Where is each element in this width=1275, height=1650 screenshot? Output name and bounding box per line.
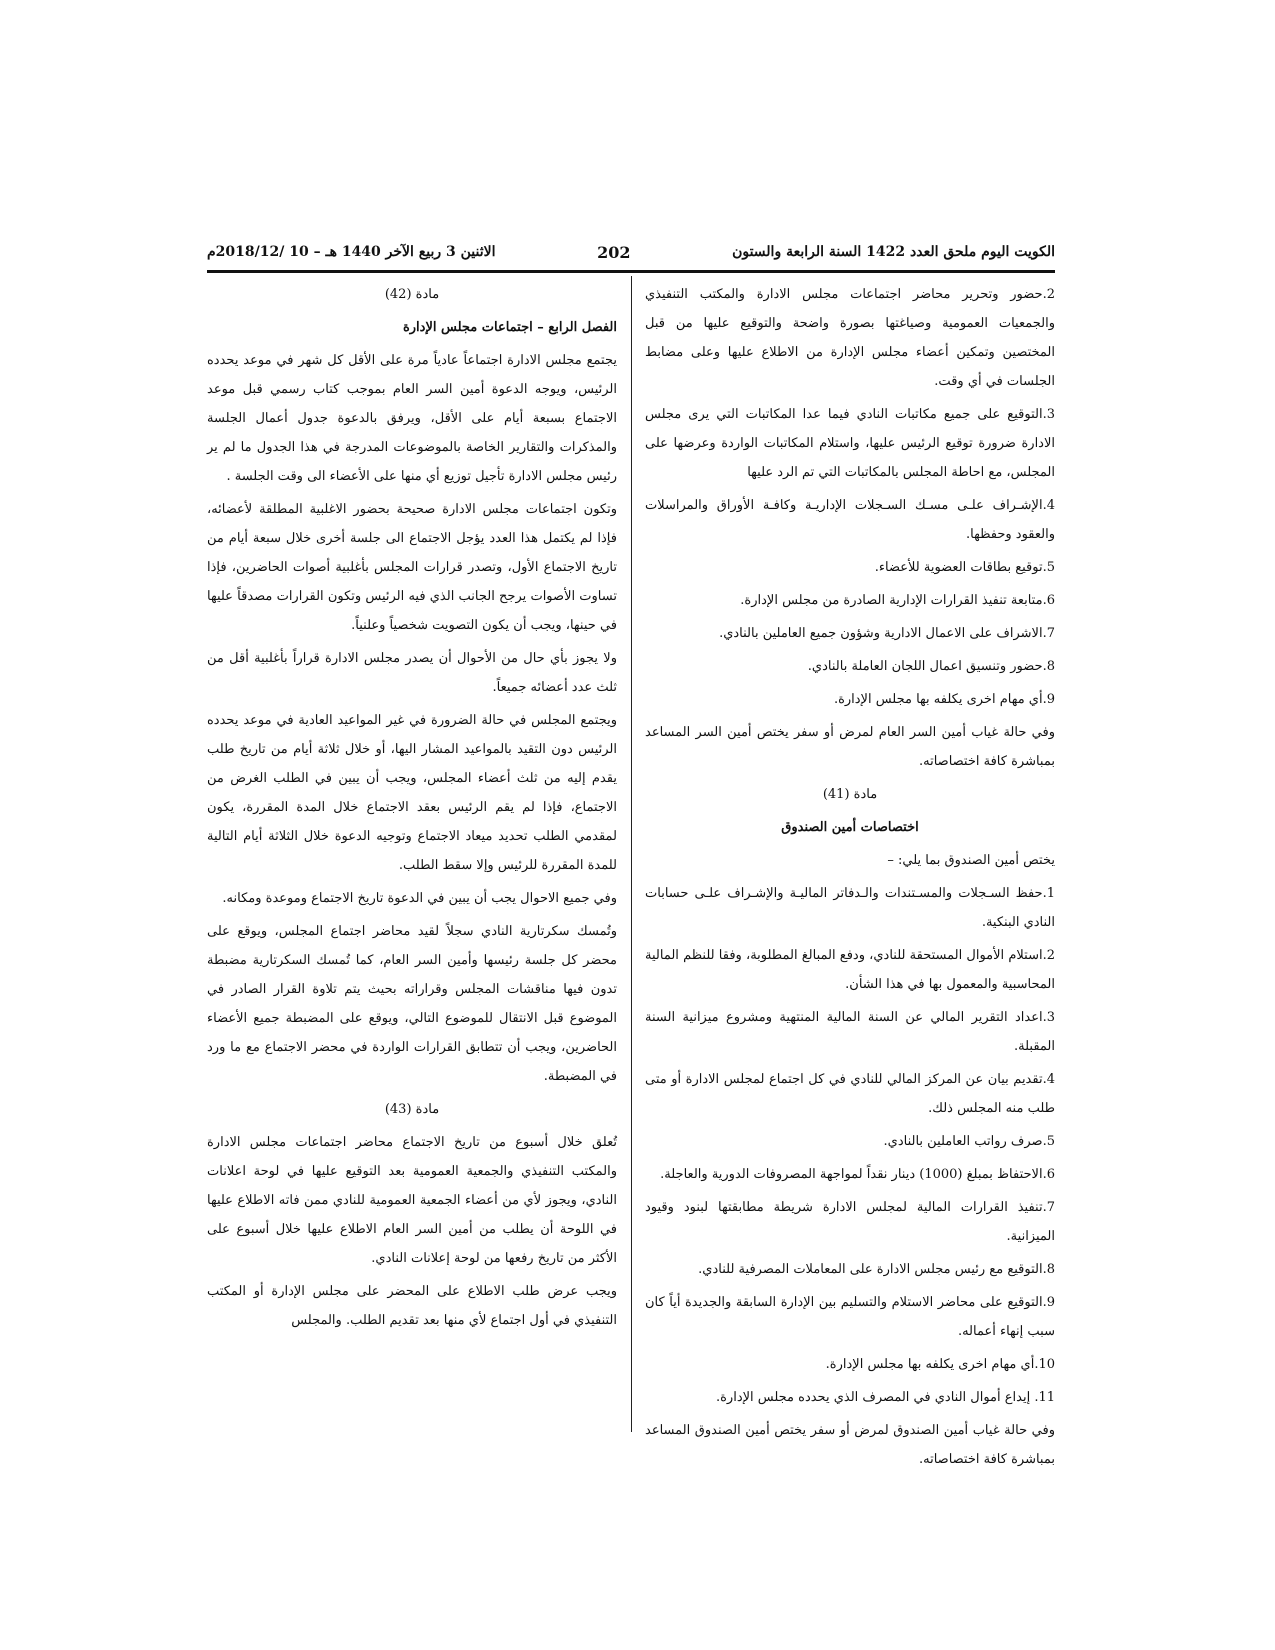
paragraph: 9.التوقيع على محاضر الاستلام والتسليم بين الإدارة السابقة والجديدة أياً كان سبب إنهاء أعماله. [645, 1295, 1055, 1339]
paragraph: وفي حالة غياب أمين السر العام لمرض أو سفر يختص أمين السر المساعد بمباشرة كافة اختصاصاته. [645, 725, 1055, 769]
paragraph: 3.التوقيع على جميع مكاتبات النادي فيما عدا المكاتبات التي يرى مجلس الادارة ضرورة توقيع الرئيس عليها، واستلام المكاتبات الواردة وعرضها على المجلس، مع احاطة المجلس بالمكاتبات التي تم الرد عليها [645, 407, 1055, 480]
paragraph: ويجتمع المجلس في حالة الضرورة في غير المواعيد العادية في موعد يحدده الرئيس دون التقيد بالمواعيد المشار اليها، أو خلال ثلاثة أيام من تاريخ طلب يقدم إليه من ثلث أعضاء المجلس، ويجب أن يبين في الطلب الغرض من الاجتماع، فإذا لم يقم الرئيس بعقد الاجتماع خلال المدة المقررة، يكون لمقدمي الطلب تحديد ميعاد الاجتماع وتوجيه الدعوة خلال الثلاثة أيام التالية للمدة المقررة للرئيس وإلا سقط الطلب. [207, 713, 617, 873]
header-date: الاثنين 3 ربيع الآخر 1440 هـ – 10 /2018/12م [207, 244, 496, 260]
paragraph: 6.الاحتفاظ بمبلغ (1000) دينار نقداً لمواجهة المصروفات الدورية والعاجلة. [660, 1167, 1055, 1182]
paragraph: يختص أمين الصندوق بما يلي: – [887, 853, 1055, 868]
paragraph: 11. إيداع أموال النادي في المصرف الذي يحدده مجلس الإدارة. [715, 1390, 1055, 1405]
paragraph: 3.اعداد التقرير المالي عن السنة المالية المنتهية ومشروع ميزانية السنة المقبلة. [645, 1010, 1055, 1054]
paragraph: 7.تنفيذ القرارات المالية لمجلس الادارة شريطة مطابقتها لبنود وقيود الميزانية. [645, 1200, 1055, 1244]
paragraph: الفصل الرابع – اجتماعات مجلس الإدارة [402, 320, 617, 335]
paragraph: وتُمسك سكرتارية النادي سجلاً لقيد محاضر اجتماع المجلس، ويوقع على محضر كل جلسة رئيسها وأمين السر العام، كما تُمسك السكرتارية مضبطة تدون فيها مناقشات المجلس وقراراته بحيث يتم تلاوة القرار الصادر في الموضوع قبل الانتقال للموضوع التالي، ويوقع على المضبطة جميع الأعضاء الحاضرين، ويجب أن تتطابق القرارات الواردة في محضر الاجتماع مع ما ورد في المضبطة. [207, 924, 617, 1084]
paragraph: 8.حضور وتنسيق اعمال اللجان العاملة بالنادي. [807, 659, 1055, 674]
header-rule [207, 270, 1055, 273]
page-header [207, 238, 1055, 266]
paragraph: 4.تقديم بيان عن المركز المالي للنادي في كل اجتماع لمجلس الادارة أو متى طلب منه المجلس ذلك. [645, 1072, 1055, 1116]
right-column [645, 280, 1055, 1478]
paragraph: 6.متابعة تنفيذ القرارات الإدارية الصادرة من مجلس الإدارة. [740, 593, 1055, 608]
left-column [207, 280, 617, 1339]
article-heading: مادة (41) [822, 787, 878, 802]
paragraph: تُعلق خلال أسبوع من تاريخ الاجتماع محاضر اجتماعات مجلس الادارة والمكتب التنفيذي والجمعية العمومية بعد التوقيع عليها في لوحة اعلانات النادي، ويجوز لأي من أعضاء الجمعية العمومية للنادي ممن فاته الاطلاع عليها في اللوحة أن يطلب من أمين السر العام الاطلاع عليها خلال أسبوع على الأكثر من تاريخ رفعها من لوحة إعلانات النادي. [207, 1135, 617, 1266]
paragraph: ولا يجوز بأي حال من الأحوال أن يصدر مجلس الادارة قراراً بأغلبية أقل من ثلث عدد أعضائه جميعاً. [207, 651, 617, 695]
article-heading: اختصاصات أمين الصندوق [781, 820, 919, 835]
paragraph: وفي جميع الاحوال يجب أن يبين في الدعوة تاريخ الاجتماع وموعدة ومكانه. [222, 891, 617, 906]
paragraph: 10.أي مهام اخرى يكلفه بها مجلس الإدارة. [825, 1357, 1055, 1372]
paragraph: وتكون اجتماعات مجلس الادارة صحيحة بحضور الاغلبية المطلقة لأعضائه، فإذا لم يكتمل هذا العدد يؤجل الاجتماع الى جلسة أخرى خلال سبعة أيام من تاريخ الاجتماع الأول، وتصدر قرارات المجلس بأغلبية أصوات الحاضرين، فإذا تساوت الأصوات يرجح الجانب الذي فيه الرئيس وتكون القرارات مصدقاً عليها في حينها، ويجب أن يكون التصويت شخصياً وعلنياً. [207, 502, 617, 633]
paragraph: يجتمع مجلس الادارة اجتماعاً عادياً مرة على الأقل كل شهر في موعد يحدده الرئيس، ويوجه الدعوة أمين السر العام بموجب كتاب رسمي قبل موعد الاجتماع بسبعة أيام على الأقل، ويرفق بالدعوة جدول أعمال الجلسة والمذكرات والتقارير الخاصة بالموضوعات المدرجة في هذا الجدول ما لم ير رئيس مجلس الادارة تأجيل توزيع أي منها على الأعضاء الى وقت الجلسة . [207, 353, 617, 484]
paragraph: 7.الاشراف على الاعمال الادارية وشؤون جميع العاملين بالنادي. [719, 626, 1055, 641]
paragraph: ويجب عرض طلب الاطلاع على المحضر على مجلس الإدارة أو المكتب التنفيذي في أول اجتماع لأي منها بعد تقديم الطلب. والمجلس [207, 1284, 617, 1328]
paragraph: وفي حالة غياب أمين الصندوق لمرض أو سفر يختص أمين الصندوق المساعد بمباشرة كافة اختصاصاته. [645, 1423, 1055, 1467]
paragraph: 1.حفظ السـجلات والمسـتندات والـدفاتر الماليـة والإشـراف علـى حسابات النادي البنكية. [645, 886, 1055, 930]
paragraph: 2.حضور وتحرير محاضر اجتماعات مجلس الادارة والمكتب التنفيذي والجمعيات العمومية وصياغتها بصورة واضحة والتوقيع عليها من قبل المختصين وتمكين أعضاء مجلس الإدارة من الاطلاع عليها وعلى مضابط الجلسات في أي وقت. [645, 287, 1055, 389]
column-divider [631, 276, 632, 1432]
paragraph: 5.صرف رواتب العاملين بالنادي. [883, 1134, 1055, 1149]
article-heading: مادة (43) [384, 1102, 440, 1117]
article-heading: مادة (42) [384, 287, 440, 302]
paragraph: 9.أي مهام اخرى يكلفه بها مجلس الإدارة. [833, 692, 1055, 707]
paragraph: 5.توقيع بطاقات العضوية للأعضاء. [874, 560, 1055, 575]
header-publication: الكويت اليوم ملحق العدد 1422 السنة الرابعة والستون [732, 244, 1055, 260]
paragraph: 2.استلام الأموال المستحقة للنادي، ودفع المبالغ المطلوبة، وفقا للنظم المالية المحاسبية والمعمول بها في هذا الشأن. [645, 948, 1055, 992]
page-number: 202 [597, 242, 631, 262]
paragraph: 4.الإشـراف علـى مسـك السـجلات الإداريـة وكافـة الأوراق والمراسلات والعقود وحفظها. [645, 498, 1055, 542]
paragraph: 8.التوقيع مع رئيس مجلس الادارة على المعاملات المصرفية للنادي. [698, 1262, 1055, 1277]
